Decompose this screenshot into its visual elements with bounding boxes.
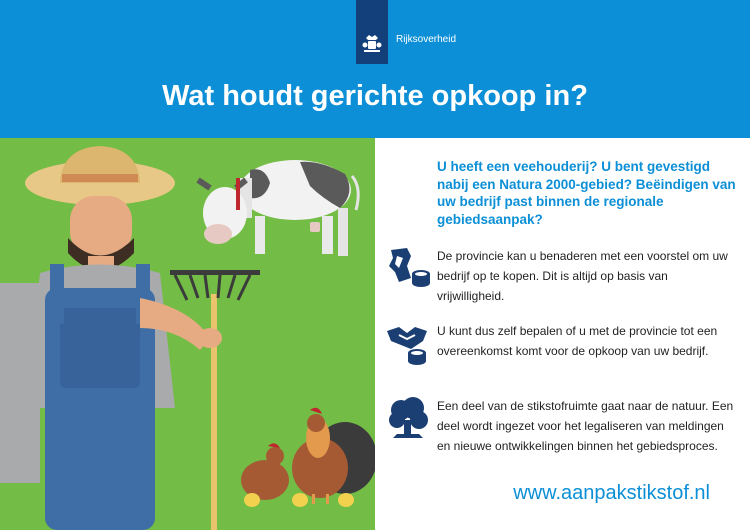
coat-of-arms-icon (360, 32, 384, 56)
info-panel (375, 138, 750, 530)
cow-illustration (198, 160, 358, 256)
farm-illustration (0, 138, 375, 530)
tree-icon (385, 396, 431, 442)
list-item: Een deel van de stikstofruimte gaat naar de natuur. Een deel wordt ingezet voor het legaliseren van meldingen en nieuwe ontwikkelingen binnen het gebiedsproces. (437, 399, 734, 453)
province-coins-icon (385, 246, 431, 292)
list-item: U kunt dus zelf bepalen of u met de provincie tot een overeenkomst komt voor de opkoop van uw bedrijf. (437, 324, 718, 358)
list-item: De provincie kan u benaderen met een voorstel om uw bedrijf op te kopen. Dit is altijd op basis van vrijwilligheid. (437, 249, 728, 303)
rijksoverheid-logo (356, 0, 388, 64)
intro-text: U heeft een veehouderij? U bent gevestigd nabij een Natura 2000-gebied? Beëindigen van uw bedrijf past binnen de regionale gebiedsaanpak? (437, 159, 736, 227)
website-link[interactable]: www.aanpakstikstof.nl (513, 482, 710, 504)
header-banner (0, 0, 750, 138)
logo-text: Rijksoverheid (396, 34, 457, 45)
handshake-coins-icon (385, 321, 431, 367)
chickens-illustration (241, 408, 375, 507)
page-title: Wat houdt gerichte opkoop in? (162, 80, 588, 112)
farmer-illustration (0, 146, 222, 530)
